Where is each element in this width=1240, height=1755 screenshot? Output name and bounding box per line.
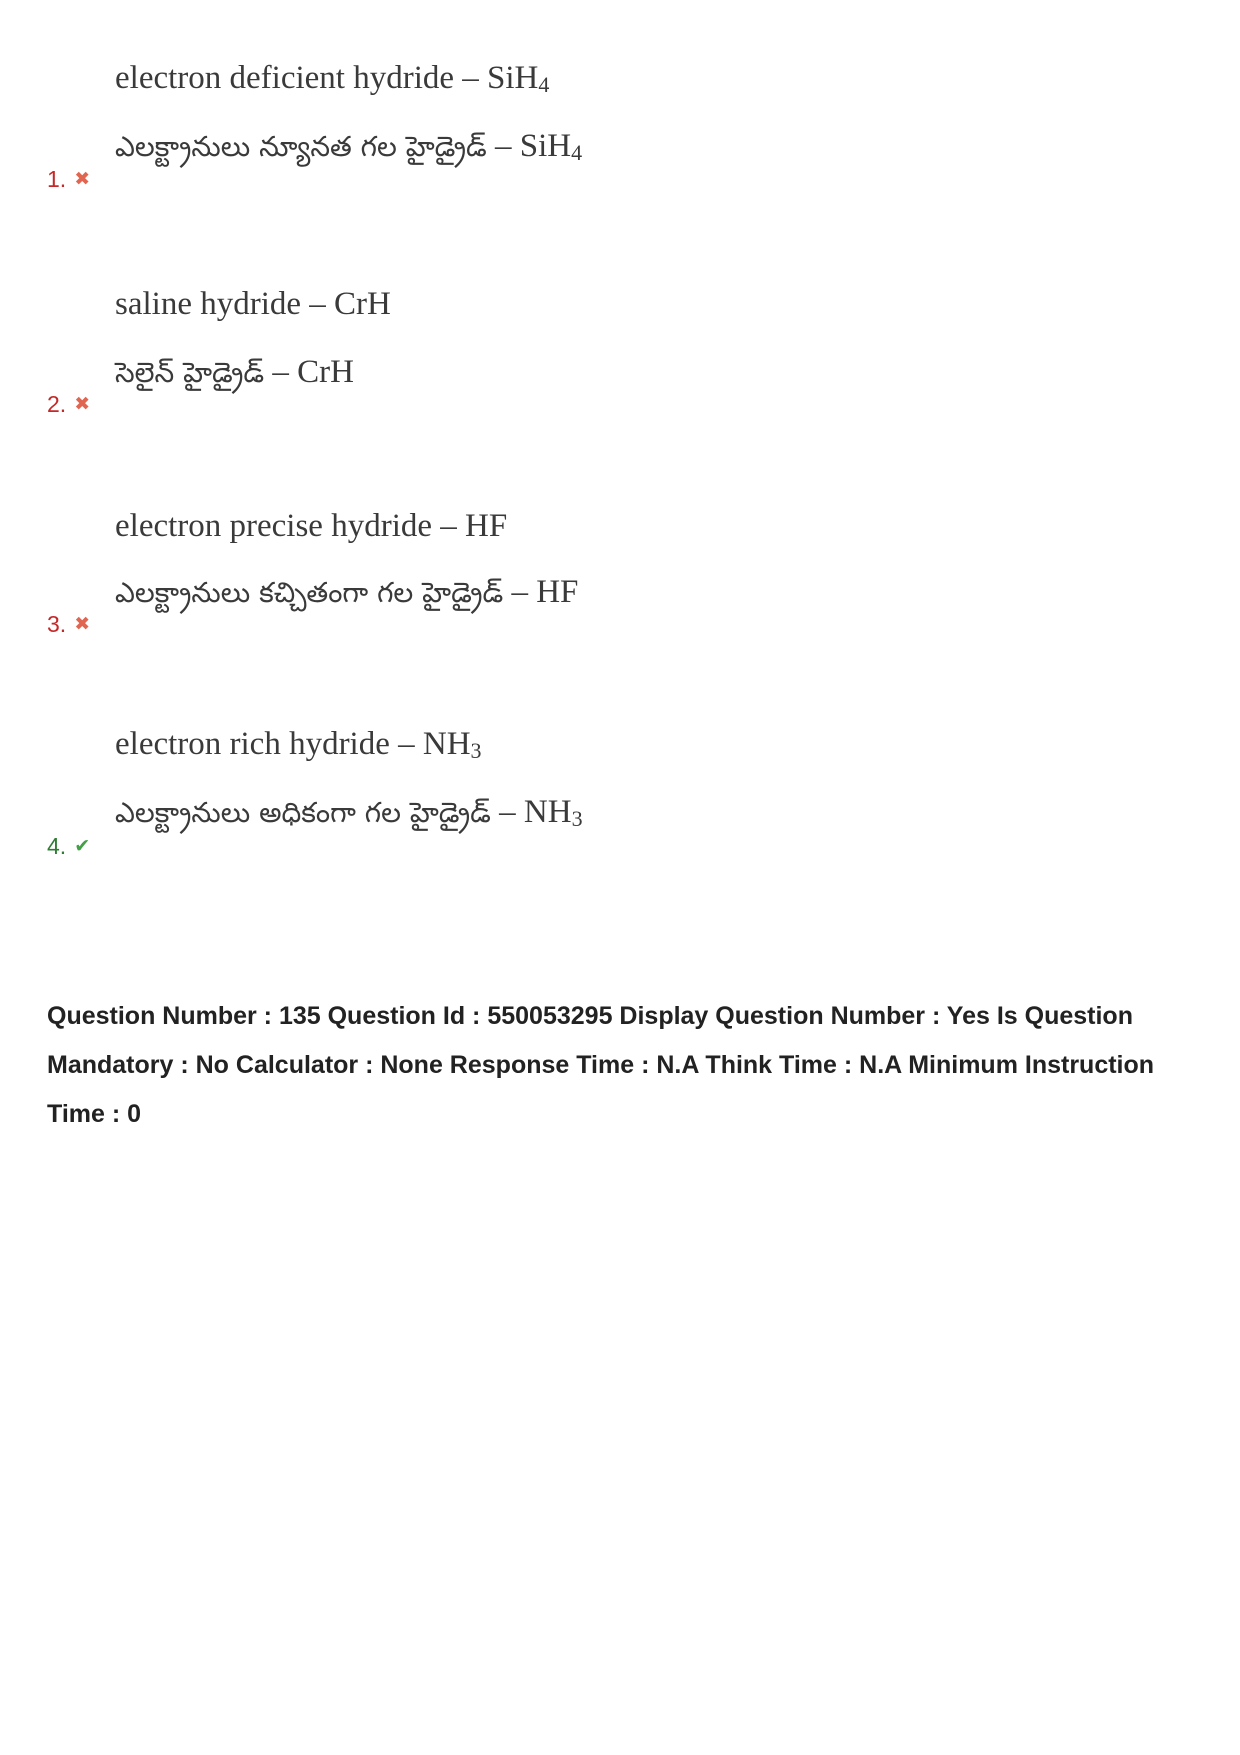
option-number: 1. bbox=[47, 166, 67, 192]
option-1-english: electron deficient hydride – SiH$_4$ bbox=[115, 60, 550, 97]
option-2-telugu: సెలైన్ హైడ్రైడ్ – CrH bbox=[115, 354, 354, 390]
option-number: 3. bbox=[47, 611, 67, 637]
cross-icon: ✖ bbox=[74, 613, 91, 635]
option-4-english: electron rich hydride – $NH_3$ bbox=[115, 726, 482, 763]
option-3-marker bbox=[47, 610, 90, 638]
cross-icon: ✖ bbox=[74, 168, 91, 190]
option-2-english: saline hydride – CrH bbox=[115, 286, 391, 322]
option-2-marker bbox=[47, 390, 90, 418]
option-1-marker bbox=[47, 165, 90, 193]
check-icon: ✔ bbox=[74, 835, 91, 857]
option-number: 2. bbox=[47, 391, 67, 417]
option-1-telugu: ఎలక్ట్రానులు న్యూనత గల హైడ్రైడ్ – SiH$_4$ bbox=[115, 128, 583, 165]
question-meta: Question Number : 135 Question Id : 550053295 Display Question Number : Yes Is Question Mandatory : No Calculator : None Response Time : N.A Think Time : N.A Minimum Instruction Time : 0 bbox=[47, 1002, 1155, 1128]
cross-icon: ✖ bbox=[74, 393, 91, 415]
option-3-english: electron precise hydride – HF bbox=[115, 508, 508, 544]
option-3-telugu: ఎలక్ట్రానులు కచ్చితంగా గల హైడ్రైడ్ – HF bbox=[115, 574, 579, 610]
option-number: 4. bbox=[47, 833, 67, 859]
option-4-marker bbox=[47, 832, 90, 860]
option-4-telugu: ఎలక్ట్రానులు అధికంగా గల హైడ్రైడ్ – $NH_3$ bbox=[115, 794, 583, 831]
